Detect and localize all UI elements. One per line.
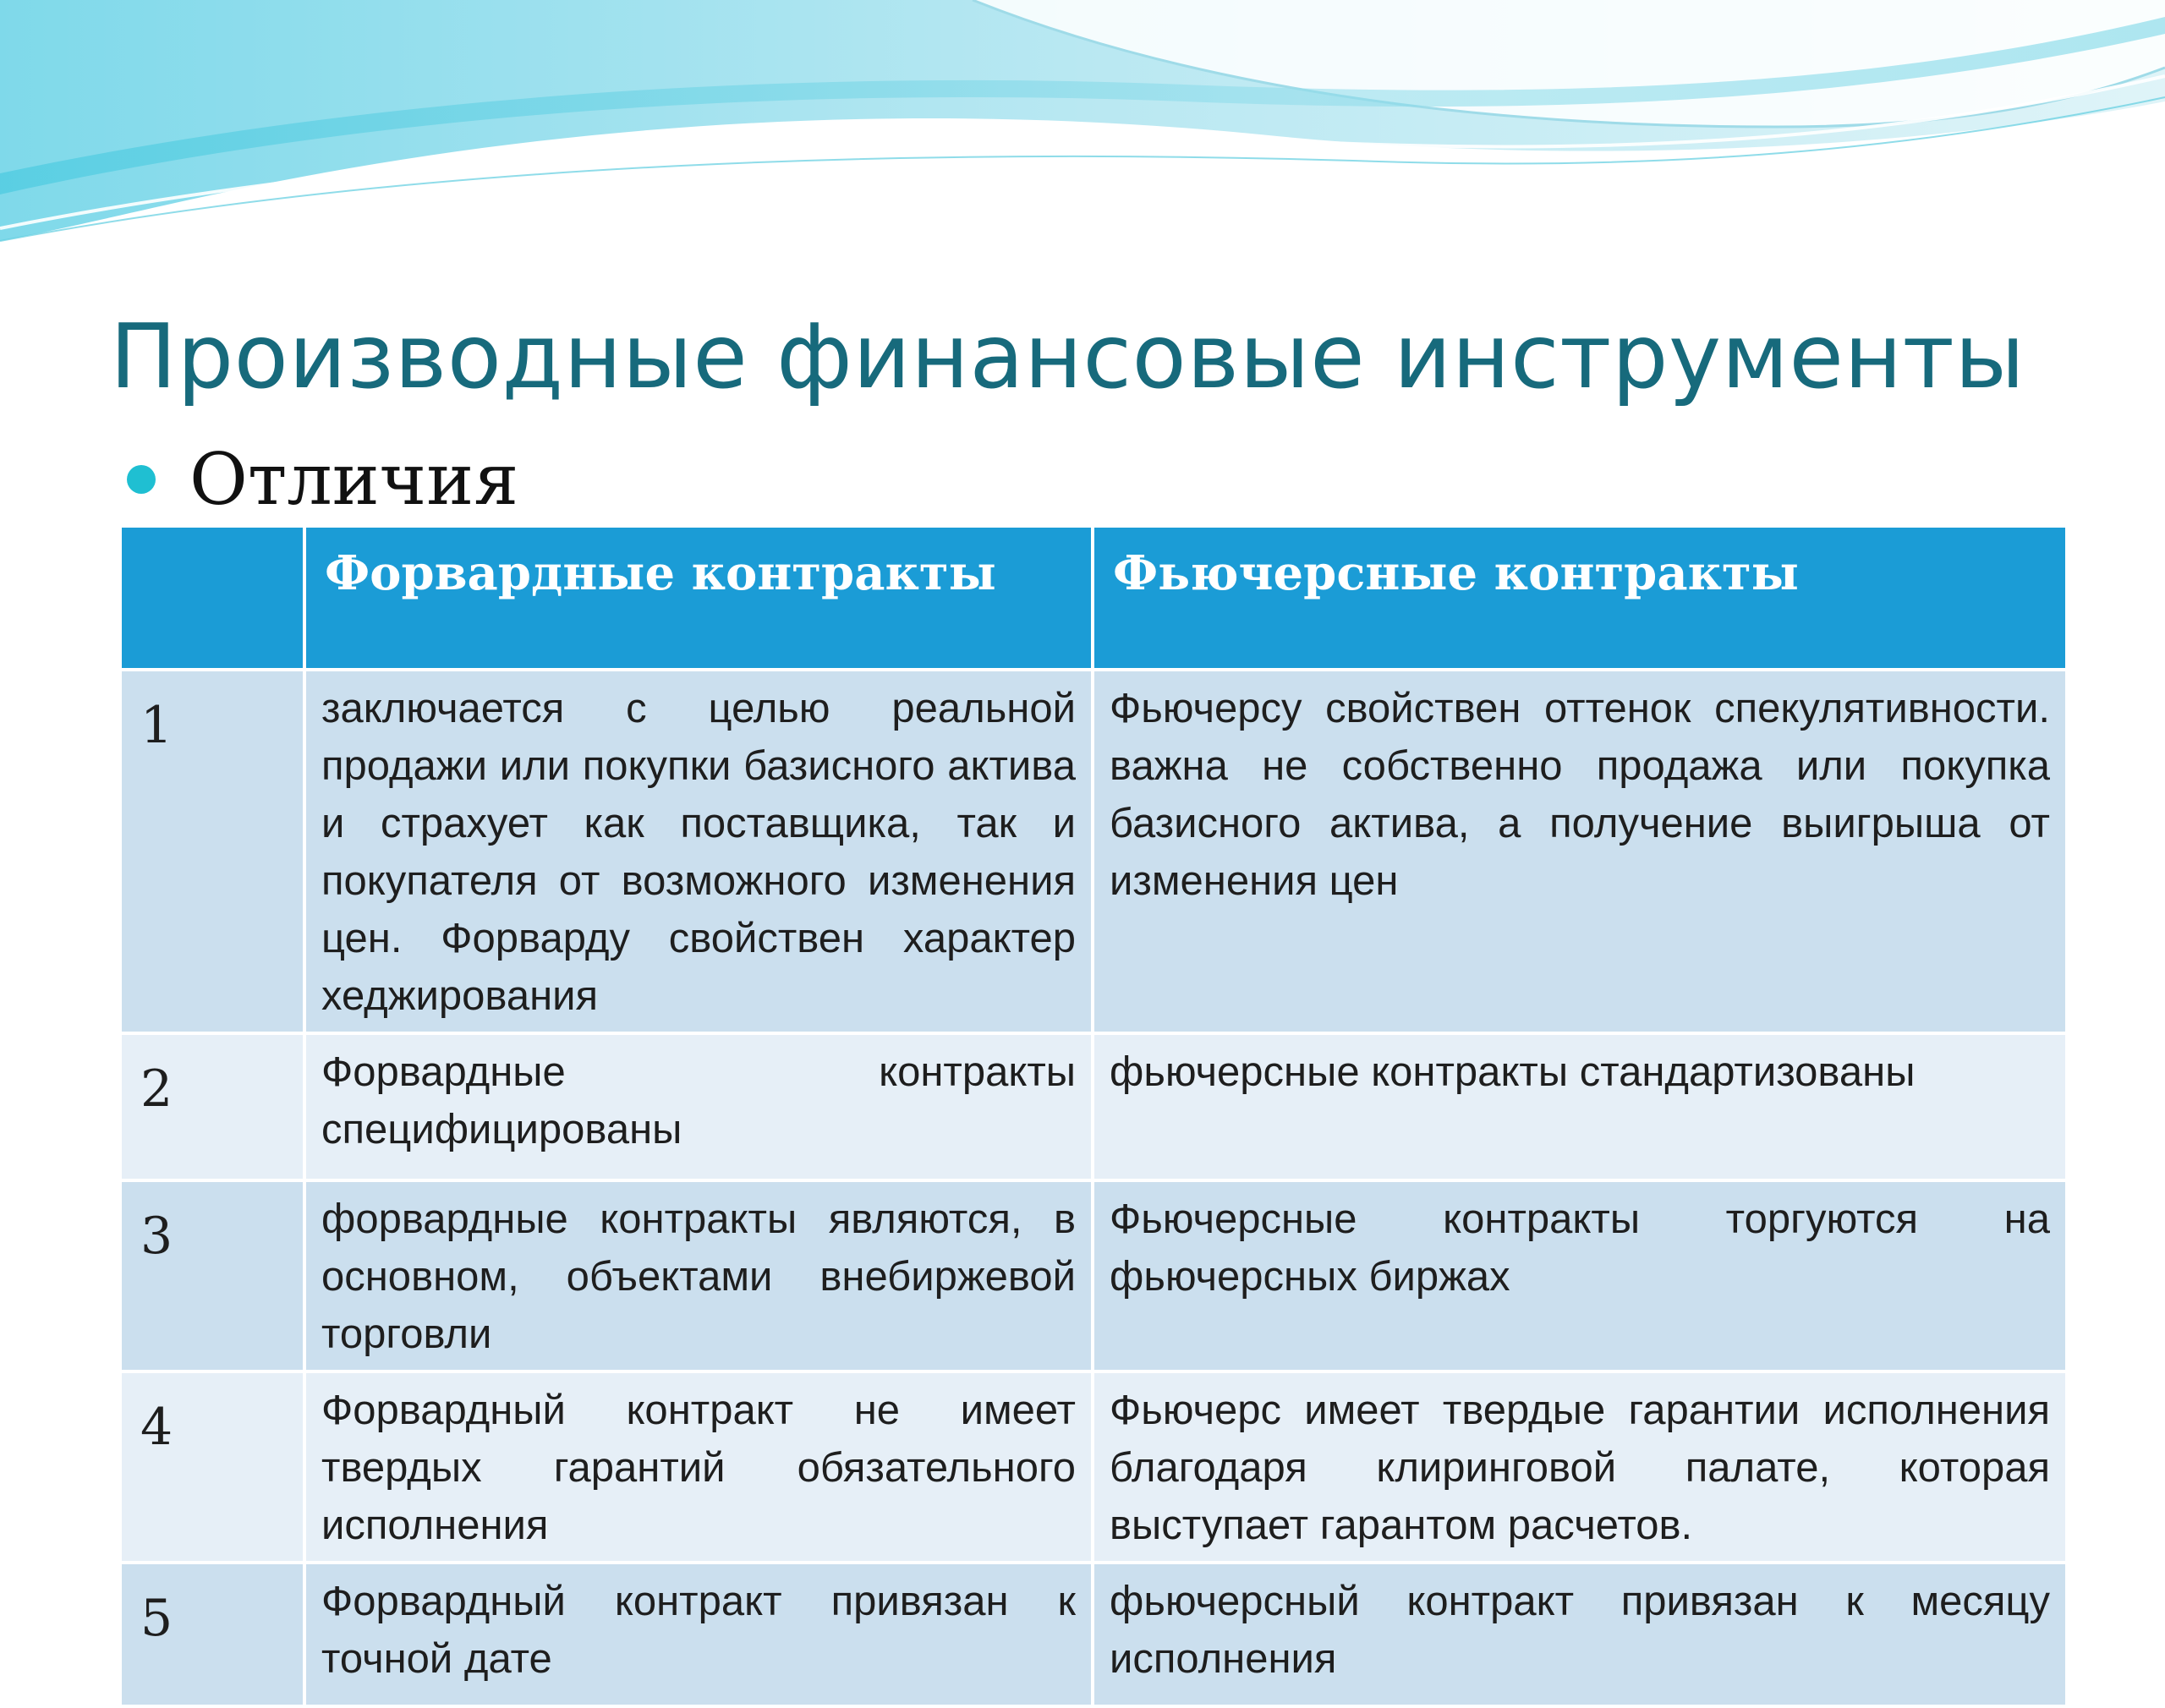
bullet-item — [127, 438, 519, 521]
bullet-dot-icon — [127, 465, 156, 494]
futures-cell: фьючерсные контракты стандартизованы — [1093, 1033, 2067, 1180]
forward-cell: форвардные контракты являются, в основном, объектами внебиржевой торговли — [304, 1180, 1093, 1371]
header-cell-futures: Фьючерсные контракты — [1093, 526, 2067, 670]
futures-cell: Фьючерсные контракты торгуются на фьючерсных биржах — [1093, 1180, 2067, 1371]
row-number: 5 — [120, 1563, 304, 1706]
table-header-row — [120, 526, 2067, 670]
header-cell-number — [120, 526, 304, 670]
table-row — [120, 1180, 2067, 1371]
row-number: 1 — [120, 670, 304, 1033]
decorative-wave-banner — [0, 0, 2165, 254]
table-row — [120, 1371, 2067, 1563]
slide-title: Производные финансовые инструменты — [110, 305, 2025, 408]
futures-cell: фьючерсный контракт привязан к месяцу исполнения — [1093, 1563, 2067, 1706]
forward-cell: Форвардный контракт привязан к точной дате — [304, 1563, 1093, 1706]
row-number: 3 — [120, 1180, 304, 1371]
forward-cell: Форвардный контракт не имеет твердых гарантий обязательного исполнения — [304, 1371, 1093, 1563]
futures-cell: Фьючерсу свойствен оттенок спекулятивности. важна не собственно продажа или покупка базисного актива, а получение выигрыша от изменения цен — [1093, 670, 2067, 1033]
table-row — [120, 670, 2067, 1033]
bullet-text: Отличия — [189, 438, 519, 521]
forward-cell: Форвардные контракты специфицированы — [304, 1033, 1093, 1180]
table-row — [120, 1563, 2067, 1706]
header-cell-forward: Форвардные контракты — [304, 526, 1093, 670]
forward-cell: заключается с целью реальной продажи или покупки базисного актива и страхует как поставщика, так и покупателя от возможного изменения цен. Форварду свойствен характер хеджирования — [304, 670, 1093, 1033]
table-row — [120, 1033, 2067, 1180]
row-number: 2 — [120, 1033, 304, 1180]
futures-cell: Фьючерс имеет твердые гарантии исполнения благодаря клиринговой палате, которая выступает гарантом расчетов. — [1093, 1371, 2067, 1563]
row-number: 4 — [120, 1371, 304, 1563]
comparison-table — [118, 524, 2069, 1708]
